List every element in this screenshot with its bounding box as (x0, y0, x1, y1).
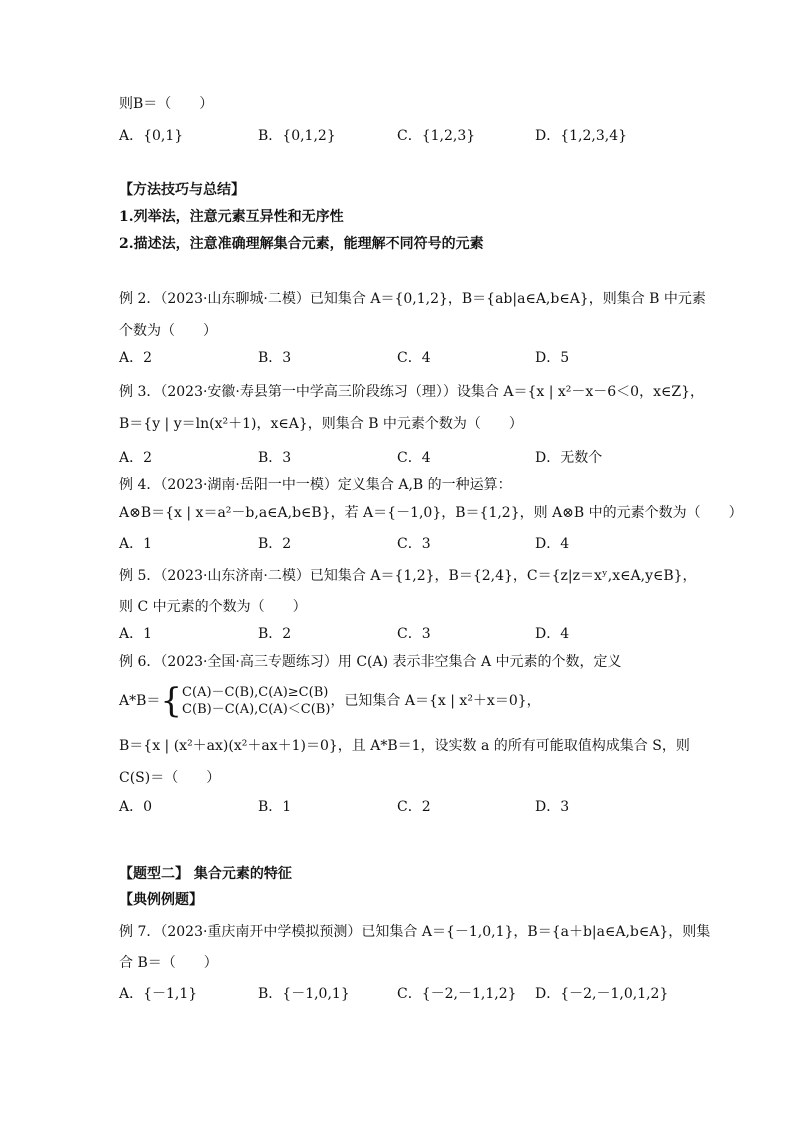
option-b: B．3 (258, 450, 292, 466)
example-2-options (119, 348, 679, 368)
option-d: D．4 (535, 536, 570, 552)
example-3-line-2: B＝{y | y＝ln(x²＋1)，x∈A}，则集合 B 中元素个数为（ ） (119, 416, 523, 432)
definition-lhs: A*B＝ (119, 693, 161, 709)
example-4-line-1: 例 4．（2023·湖南·岳阳一中一模）定义集合 A,B 的一种运算： (119, 477, 512, 493)
option-b: B．2 (258, 626, 292, 642)
example-6-options (119, 797, 679, 817)
example-3-options (119, 448, 679, 468)
case-1: C(A)－C(B),C(A)≥C(B) (182, 685, 329, 700)
option-a: A．2 (119, 350, 153, 366)
example-5-line-2: 则 C 中元素的个数为（ ） (119, 599, 307, 615)
prev-question-stem: 则B＝（ ） (119, 96, 214, 112)
option-a: A．1 (119, 536, 153, 552)
example-6-line-4: C(S)＝（ ） (119, 770, 221, 786)
example-7-line-2: 合 B＝（ ） (119, 955, 218, 971)
option-c: C．4 (397, 450, 431, 466)
option-d: D．5 (535, 350, 570, 366)
method-heading: 【方法技巧与总结】 (119, 182, 245, 198)
type-2-subheading: 【典例例题】 (119, 892, 203, 908)
option-a: A．{0,1} (119, 128, 184, 144)
option-d: D．3 (535, 799, 570, 815)
option-c: C．{1,2,3} (397, 128, 476, 144)
option-d: D．{－2,－1,0,1,2} (535, 986, 669, 1002)
option-b: B．1 (258, 799, 292, 815)
option-b: B．3 (258, 350, 292, 366)
example-6-definition (119, 683, 541, 719)
option-d: D．无数个 (535, 450, 603, 466)
example-6-line-1: 例 6．（2023·全国·高三专题练习）用 C(A) 表示非空集合 A 中元素的个数，定义 (119, 654, 622, 670)
example-5-line-1: 例 5．（2023·山东济南·二模）已知集合 A＝{1,2}，B＝{2,4}，C＝{z|z＝xʸ,x∈A,y∈B}， (119, 568, 697, 584)
option-b: B．{0,1,2} (258, 128, 336, 144)
type-2-heading: 【题型二】 集合元素的特征 (119, 866, 292, 882)
option-b: B．2 (258, 536, 292, 552)
option-c: C．2 (397, 799, 431, 815)
example-2-line-2: 个数为（ ） (119, 323, 217, 339)
example-5-options (119, 624, 679, 644)
method-point-2: 2.描述法，注意准确理解集合元素，能理解不同符号的元素 (119, 236, 484, 252)
piecewise-cases (182, 684, 330, 718)
example-4-line-2: A⊗B＝{x | x＝a²－b,a∈A,b∈B}，若 A＝{－1,0}，B＝{1,2}，则 A⊗B 中的元素个数为（ ） (119, 505, 743, 521)
definition-rest: ，已知集合 A＝{x | x²＋x＝0}， (330, 693, 541, 709)
example-4-options (119, 534, 679, 554)
example-7-line-1: 例 7．（2023·重庆南开中学模拟预测）已知集合 A＝{－1,0,1}，B＝{a＋b|a∈A,b∈A}，则集 (119, 924, 711, 940)
option-c: C．3 (397, 626, 431, 642)
prev-question-options (119, 126, 679, 146)
example-3-line-1: 例 3．（2023·安徽·寿县第一中学高三阶段练习（理））设集合 A＝{x | x²－x－6＜0，x∈Z}， (119, 384, 704, 400)
option-d: D．{1,2,3,4} (535, 128, 628, 144)
option-d: D．4 (535, 626, 570, 642)
option-c: C．{－2,－1,1,2} (397, 986, 517, 1002)
example-7-options (119, 984, 679, 1004)
option-c: C．4 (397, 350, 431, 366)
option-a: A．0 (119, 799, 153, 815)
option-a: A．{－1,1} (119, 986, 198, 1002)
method-point-1: 1.列举法，注意元素互异性和无序性 (119, 209, 344, 225)
case-brace: { (160, 681, 183, 721)
example-6-line-3: B＝{x | (x²＋ax)(x²＋ax＋1)＝0}，且 A*B＝1，设实数 a 的所有可能取值构成集合 S，则 (119, 738, 690, 754)
option-b: B．{－1,0,1} (258, 986, 350, 1002)
option-a: A．1 (119, 626, 153, 642)
example-2-line-1: 例 2．（2023·山东聊城·二模）已知集合 A＝{0,1,2}，B＝{ab|a∈A,b∈A}，则集合 B 中元素 (119, 291, 706, 307)
case-2: C(B)－C(A),C(A)＜C(B) (182, 702, 331, 717)
option-c: C．3 (397, 536, 431, 552)
option-a: A．2 (119, 450, 153, 466)
